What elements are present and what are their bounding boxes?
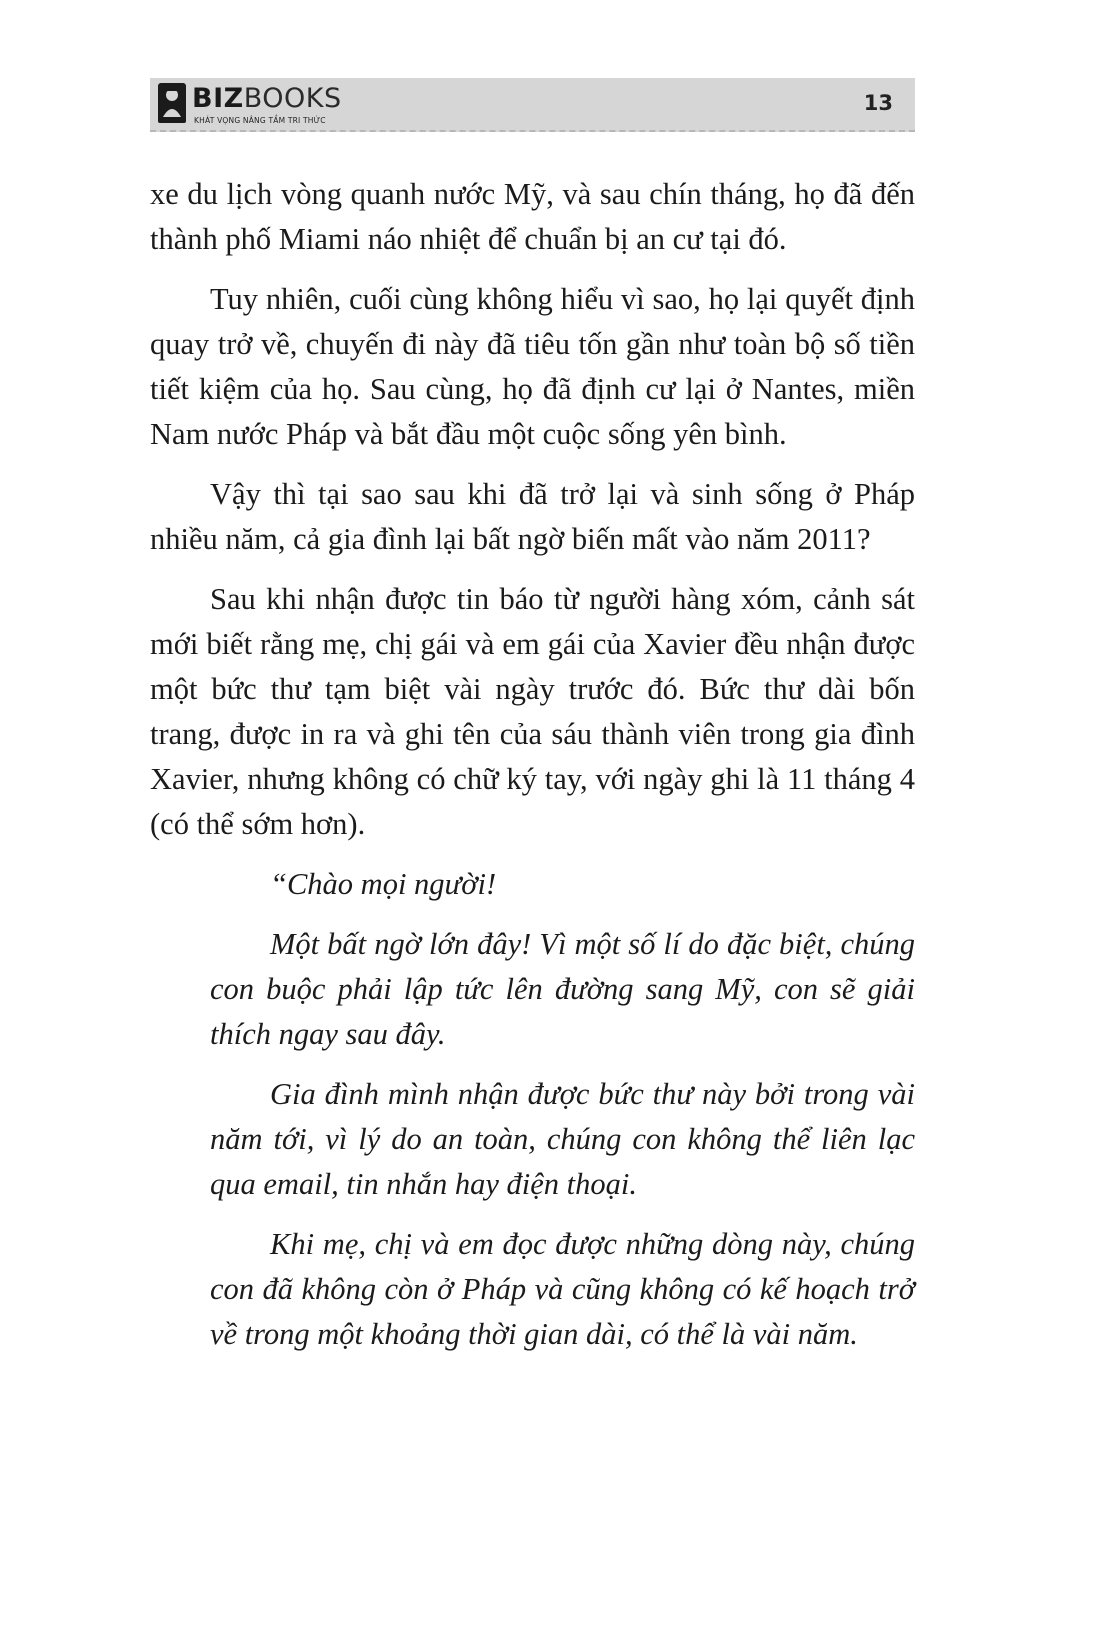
quote-paragraph: Một bất ngờ lớn đây! Vì một số lí do đặc biệt, chúng con buộc phải lập tức lên đường sang Mỹ, con sẽ giải thích ngay sau đây.: [210, 927, 915, 1051]
paragraph: Tuy nhiên, cuối cùng không hiểu vì sao, họ lại quyết định quay trở về, chuyến đi này đã tiêu tốn gần như toàn bộ số tiền tiết kiệm của họ. Sau cùng, họ đã định cư lại ở Nantes, miền Nam nước Pháp và bắt đầu một cuộc sống yên bình.: [150, 282, 915, 451]
bizbooks-logo-icon: [158, 83, 186, 123]
brand-name-light: BOOKS: [243, 83, 342, 114]
brand-tagline: KHÁT VỌNG NÂNG TẦM TRI THỨC: [194, 116, 326, 125]
quote-greeting: “Chào mọi người!: [270, 867, 497, 901]
paragraph: Sau khi nhận được tin báo từ người hàng xóm, cảnh sát mới biết rằng mẹ, chị gái và em gái của Xavier đều nhận được một bức thư tạm biệt vài ngày trước đó. Bức thư dài bốn trang, được in ra và ghi tên của sáu thành viên trong gia đình Xavier, nhưng không có chữ ký tay, với ngày ghi là 11 tháng 4 (có thể sớm hơn).: [150, 582, 915, 841]
page-number: 13: [863, 91, 893, 115]
paragraph: Vậy thì tại sao sau khi đã trở lại và sinh sống ở Pháp nhiều năm, cả gia đình lại bất ngờ biến mất vào năm 2011?: [150, 477, 915, 556]
page-body: [150, 172, 915, 1372]
quote-paragraph: Khi mẹ, chị và em đọc được những dòng này, chúng con đã không còn ở Pháp và cũng không có kế hoạch trở về trong một khoảng thời gian dài, có thể là vài năm.: [210, 1227, 915, 1351]
brand-name: [192, 84, 342, 114]
brand-name-bold: BIZ: [192, 83, 244, 114]
running-header: [150, 78, 915, 132]
paragraph: xe du lịch vòng quanh nước Mỹ, và sau chín tháng, họ đã đến thành phố Miami náo nhiệt để chuẩn bị an cư tại đó.: [150, 177, 915, 256]
quote-paragraph: Gia đình mình nhận được bức thư này bởi trong vài năm tới, vì lý do an toàn, chúng con không thể liên lạc qua email, tin nhắn hay điện thoại.: [210, 1077, 915, 1201]
